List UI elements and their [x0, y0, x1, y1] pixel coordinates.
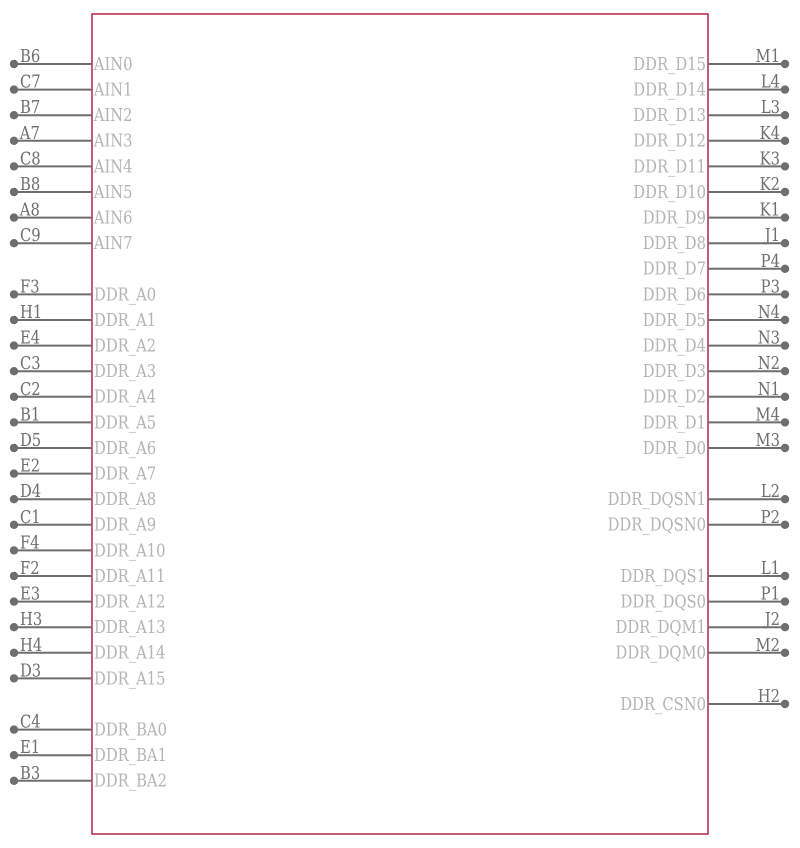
right-pin-ddr-dqm0	[616, 634, 790, 663]
right-pin-ddr-d1-number: M4	[755, 403, 781, 425]
left-pin-ddr-a15-name: DDR_A15	[94, 667, 166, 689]
left-pin-ddr-a6-name: DDR_A6	[94, 437, 157, 459]
right-pin-ddr-d12	[633, 122, 789, 151]
left-pin-ddr-a0	[10, 276, 156, 305]
left-pin-ddr-a2-name: DDR_A2	[94, 335, 157, 356]
left-pin-ain1-terminal	[10, 85, 18, 93]
left-pin-ddr-a15	[10, 660, 166, 689]
left-pin-ddr-a12-number: E3	[20, 583, 41, 604]
component-body	[92, 14, 708, 834]
right-pin-ddr-d8-number: J1	[764, 224, 781, 246]
right-pin-ddr-dqm0-number: M2	[755, 634, 781, 656]
left-pin-ddr-a6	[10, 430, 156, 459]
right-pin-ddr-dqs1-terminal	[781, 572, 789, 580]
left-pin-ain2-terminal	[10, 111, 18, 119]
right-pin-ddr-csn0-terminal	[781, 700, 789, 708]
left-pin-ain2-number: B7	[20, 96, 41, 118]
left-pin-ddr-a14	[10, 634, 166, 663]
right-pin-ddr-d7-name: DDR_D7	[642, 258, 707, 280]
right-pin-ddr-d14	[633, 71, 789, 100]
right-pin-ddr-d13-number: L3	[760, 96, 781, 118]
right-pin-ddr-d10-terminal	[781, 188, 789, 196]
left-pin-ddr-ba0-number: C4	[20, 711, 41, 732]
left-pin-ain7-name: AIN7	[93, 232, 133, 254]
left-pin-ddr-a6-number: D5	[20, 429, 42, 451]
left-pin-ddr-a11-terminal	[10, 572, 18, 580]
left-pin-ain0-terminal	[10, 60, 18, 68]
left-pin-ddr-a9-name: DDR_A9	[94, 514, 157, 536]
right-pin-ddr-d9-number: K1	[759, 199, 781, 220]
right-pin-ddr-d0-name: DDR_D0	[642, 437, 707, 459]
right-pin-ddr-d15	[633, 46, 789, 75]
left-pin-ddr-a13-name: DDR_A13	[94, 616, 166, 638]
left-pin-ain5-terminal	[10, 188, 18, 196]
left-pin-ddr-a2	[10, 327, 156, 356]
left-pin-ain7	[10, 225, 133, 254]
left-pin-ddr-a10-number: F4	[20, 531, 40, 553]
left-pin-ddr-ba2	[10, 762, 167, 791]
left-pin-ddr-a14-number: H4	[20, 634, 43, 656]
right-pin-ddr-csn0-number: H2	[757, 685, 781, 707]
right-pin-ddr-dqsn0-number: P2	[760, 506, 781, 528]
right-pin-ddr-dqsn1-terminal	[781, 495, 789, 503]
right-pin-ddr-d7	[643, 250, 790, 279]
left-pin-ddr-a12	[10, 583, 166, 612]
right-pin-ddr-d12-number: K4	[759, 122, 781, 144]
right-pin-ddr-d11	[633, 148, 789, 177]
left-pin-ddr-a13-number: H3	[20, 608, 43, 630]
right-pin-ddr-d0-number: M3	[755, 429, 781, 451]
left-pin-ain5-name: AIN5	[93, 181, 133, 203]
left-pin-ain2-name: AIN2	[93, 104, 133, 126]
left-pin-ddr-a3	[10, 353, 156, 382]
left-pin-ddr-ba0	[10, 711, 167, 740]
right-pin-ddr-dqs1-name: DDR_DQS1	[620, 565, 707, 587]
left-pin-ain6	[10, 199, 133, 228]
right-pin-ddr-d2-number: N1	[757, 378, 781, 400]
right-pin-ddr-d4	[643, 327, 790, 356]
right-pin-ddr-csn0-name: DDR_CSN0	[620, 693, 707, 715]
right-pin-ddr-dqs0-number: P1	[760, 583, 781, 604]
left-pin-ain4-number: C8	[20, 147, 41, 169]
left-pin-ddr-ba2-number: B3	[20, 762, 41, 784]
left-pin-ddr-a10-name: DDR_A10	[94, 539, 166, 561]
right-pin-ddr-d3	[643, 353, 790, 382]
right-pin-ddr-d0	[643, 430, 790, 459]
right-pin-ddr-d7-terminal	[781, 265, 789, 273]
left-pin-ain7-number: C9	[20, 224, 41, 246]
left-pin-ddr-a9-number: C1	[20, 506, 41, 528]
right-pin-ddr-d14-name: DDR_D14	[633, 79, 707, 100]
right-pin-ddr-dqsn0-terminal	[781, 521, 789, 529]
left-pin-ain0-number: B6	[20, 45, 41, 67]
left-pin-ain4-terminal	[10, 162, 18, 170]
left-pin-ain2	[10, 97, 133, 126]
right-pin-ddr-d7-number: P4	[760, 250, 781, 272]
right-pin-ddr-d6	[643, 276, 790, 305]
left-pin-ddr-ba2-terminal	[10, 777, 18, 785]
left-pin-ddr-ba1-name: DDR_BA1	[94, 744, 167, 766]
left-pin-ain7-terminal	[10, 239, 18, 247]
left-pin-ddr-a5-name: DDR_A5	[94, 411, 157, 433]
right-pin-ddr-dqsn0	[608, 506, 790, 535]
right-pin-ddr-d8-terminal	[781, 239, 789, 247]
left-pin-ddr-a8	[10, 481, 156, 510]
left-pin-ddr-a4-name: DDR_A4	[94, 386, 157, 408]
left-pin-ddr-a1-name: DDR_A1	[94, 309, 157, 331]
left-pin-ddr-a11-number: F2	[20, 557, 40, 579]
right-pin-ddr-dqm1-name: DDR_DQM1	[615, 616, 707, 638]
left-pin-ddr-a0-terminal	[10, 290, 18, 298]
right-pin-ddr-d0-terminal	[781, 444, 789, 452]
right-pin-ddr-dqsn1-number: L2	[760, 480, 781, 502]
right-pin-ddr-dqs1-number: L1	[760, 557, 781, 579]
left-pin-ddr-a2-number: E4	[20, 327, 41, 348]
right-pin-ddr-d13-terminal	[781, 111, 789, 119]
left-pin-ddr-ba1-terminal	[10, 751, 18, 759]
right-pin-ddr-d14-terminal	[781, 85, 789, 93]
left-pin-ain0-name: AIN0	[93, 53, 133, 75]
right-pin-ddr-d2-name: DDR_D2	[642, 386, 707, 408]
right-pin-ddr-d5	[643, 302, 790, 331]
left-pin-ddr-ba1-number: E1	[20, 736, 41, 758]
left-pin-ddr-a3-name: DDR_A3	[94, 360, 157, 382]
left-pin-ain1-number: C7	[20, 71, 41, 92]
right-pin-ddr-d13-name: DDR_D13	[633, 104, 707, 126]
right-pin-ddr-d9-name: DDR_D9	[642, 207, 707, 228]
left-pin-ddr-a9	[10, 506, 156, 535]
left-pin-ddr-a4	[10, 378, 156, 407]
left-pin-ain4	[10, 148, 133, 177]
right-pin-ddr-d4-name: DDR_D4	[642, 335, 707, 356]
left-pin-ddr-a7-terminal	[10, 469, 18, 477]
right-pin-ddr-d3-number: N2	[757, 352, 781, 374]
left-pin-ain6-name: AIN6	[93, 207, 133, 228]
left-pin-ddr-a14-name: DDR_A14	[94, 642, 166, 664]
right-pin-ddr-d13	[633, 97, 789, 126]
right-pin-ddr-d3-name: DDR_D3	[642, 360, 707, 382]
left-pin-ain3-terminal	[10, 137, 18, 145]
left-pin-ain1	[10, 71, 133, 100]
right-pin-ddr-d10-number: K2	[759, 173, 781, 195]
left-pin-ddr-a1	[10, 302, 156, 331]
right-pin-ddr-dqs0-name: DDR_DQS0	[620, 591, 707, 612]
left-pin-ain5-number: B8	[20, 173, 41, 195]
left-pin-ddr-a2-terminal	[10, 341, 18, 349]
left-pin-ddr-a0-number: F3	[20, 275, 40, 297]
left-pin-ddr-a5-number: B1	[20, 403, 41, 425]
right-pin-ddr-d1	[643, 404, 790, 433]
left-pin-ddr-a14-terminal	[10, 649, 18, 657]
left-pin-ddr-ba0-terminal	[10, 725, 18, 733]
right-pin-ddr-d15-number: M1	[755, 45, 781, 67]
right-pin-ddr-d9-terminal	[781, 213, 789, 221]
left-pin-ddr-a13	[10, 609, 166, 638]
right-pin-ddr-d10	[633, 174, 789, 203]
right-pin-ddr-d6-name: DDR_D6	[642, 283, 707, 305]
left-pin-ddr-a13-terminal	[10, 623, 18, 631]
right-pin-ddr-dqs1	[621, 558, 790, 587]
left-pin-ddr-a11-name: DDR_A11	[94, 565, 166, 587]
right-pin-ddr-d5-name: DDR_D5	[642, 309, 707, 331]
right-pin-ddr-d1-terminal	[781, 418, 789, 426]
left-pin-ddr-a12-name: DDR_A12	[94, 591, 166, 612]
left-pin-ddr-a4-number: C2	[20, 378, 41, 400]
right-pin-ddr-d15-name: DDR_D15	[633, 53, 707, 75]
right-pin-ddr-d11-name: DDR_D11	[633, 155, 707, 177]
left-pin-ddr-a11	[10, 558, 166, 587]
left-pin-ddr-a7	[10, 455, 156, 484]
right-pin-ddr-d15-terminal	[781, 60, 789, 68]
right-pin-ddr-d5-terminal	[781, 316, 789, 324]
right-pin-ddr-d8	[643, 225, 790, 254]
left-pin-ain0	[10, 46, 133, 75]
left-pin-ddr-a15-number: D3	[20, 659, 42, 681]
left-pin-ddr-a6-terminal	[10, 444, 18, 452]
left-pin-ddr-a8-terminal	[10, 495, 18, 503]
right-pin-ddr-dqsn1	[608, 481, 790, 510]
left-pin-ddr-a5	[10, 404, 156, 433]
right-pin-ddr-dqm0-name: DDR_DQM0	[615, 642, 707, 664]
right-pin-ddr-d4-terminal	[781, 341, 789, 349]
right-pin-ddr-d6-number: P3	[760, 275, 781, 297]
left-pin-ddr-a12-terminal	[10, 597, 18, 605]
left-pin-ddr-a10	[10, 532, 166, 561]
left-pin-ddr-ba1	[10, 737, 167, 766]
left-pin-ddr-a3-number: C3	[20, 352, 41, 374]
left-pin-ddr-a1-number: H1	[20, 301, 43, 323]
right-pin-ddr-d2	[643, 378, 790, 407]
right-pin-ddr-d2-terminal	[781, 393, 789, 401]
left-pin-ddr-a1-terminal	[10, 316, 18, 324]
right-pin-ddr-d9	[643, 199, 790, 228]
left-pin-ddr-a7-number: E2	[20, 455, 41, 476]
right-pin-ddr-d11-number: K3	[759, 147, 781, 169]
right-pin-ddr-dqs0-terminal	[781, 597, 789, 605]
left-pin-ddr-a8-number: D4	[20, 480, 42, 502]
right-pin-ddr-d14-number: L4	[760, 71, 781, 92]
right-pin-ddr-dqm1-number: J2	[764, 608, 781, 630]
left-pin-ddr-a15-terminal	[10, 674, 18, 682]
right-pin-ddr-d11-terminal	[781, 162, 789, 170]
left-pin-ain3-number: A7	[19, 122, 40, 144]
left-pin-ddr-a5-terminal	[10, 418, 18, 426]
left-pin-ddr-a10-terminal	[10, 546, 18, 554]
right-pin-ddr-dqsn1-name: DDR_DQSN1	[607, 488, 707, 510]
right-pin-ddr-d10-name: DDR_D10	[633, 181, 707, 203]
right-pin-ddr-d12-terminal	[781, 137, 789, 145]
left-pin-ain4-name: AIN4	[93, 155, 133, 177]
right-pin-ddr-dqm0-terminal	[781, 649, 789, 657]
left-pin-ain5	[10, 174, 133, 203]
right-pin-ddr-d5-number: N4	[757, 301, 781, 323]
left-pin-ain3	[10, 122, 133, 151]
right-pin-ddr-d1-name: DDR_D1	[642, 411, 707, 433]
left-pin-ddr-a9-terminal	[10, 521, 18, 529]
right-pin-ddr-dqm1-terminal	[781, 623, 789, 631]
right-pin-ddr-dqs0	[621, 583, 790, 612]
right-pin-ddr-d4-number: N3	[757, 327, 781, 348]
right-pin-ddr-dqsn0-name: DDR_DQSN0	[607, 514, 707, 536]
right-pin-ddr-d6-terminal	[781, 290, 789, 298]
left-pin-ain1-name: AIN1	[93, 79, 133, 100]
left-pin-ddr-a0-name: DDR_A0	[94, 283, 157, 305]
left-pin-group	[10, 46, 167, 791]
left-pin-ddr-ba0-name: DDR_BA0	[94, 719, 167, 740]
right-pin-ddr-d8-name: DDR_D8	[642, 232, 707, 254]
right-pin-group	[608, 46, 790, 715]
left-pin-ddr-a4-terminal	[10, 393, 18, 401]
right-pin-ddr-d12-name: DDR_D12	[633, 130, 707, 152]
right-pin-ddr-d3-terminal	[781, 367, 789, 375]
left-pin-ddr-a8-name: DDR_A8	[94, 488, 157, 510]
left-pin-ain6-number: A8	[19, 199, 40, 220]
left-pin-ddr-a7-name: DDR_A7	[94, 463, 157, 484]
left-pin-ddr-ba2-name: DDR_BA2	[94, 770, 167, 792]
left-pin-ain6-terminal	[10, 213, 18, 221]
left-pin-ddr-a3-terminal	[10, 367, 18, 375]
right-pin-ddr-dqm1	[616, 609, 790, 638]
left-pin-ain3-name: AIN3	[93, 130, 133, 152]
right-pin-ddr-csn0	[620, 686, 789, 715]
